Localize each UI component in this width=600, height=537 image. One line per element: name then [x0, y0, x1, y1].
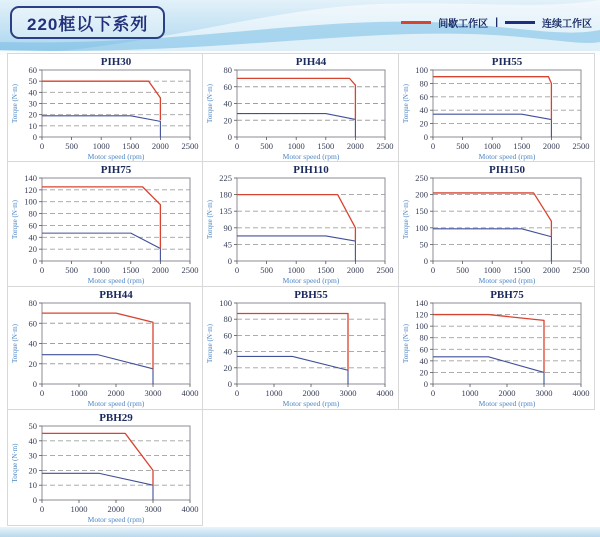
chart-cell-PIH44	[203, 53, 399, 162]
y-tick-label: 100	[219, 298, 232, 308]
y-tick-label: 140	[415, 298, 428, 308]
legend-separator: |	[495, 17, 498, 28]
y-tick-label: 40	[419, 105, 428, 116]
y-axis-label: Torque (N·m)	[11, 324, 19, 363]
x-tick-label: 2500	[572, 265, 590, 275]
chart-cell-PBH75	[399, 287, 595, 410]
chart-cell-PIH75	[7, 162, 203, 287]
x-tick-label: 1000	[483, 265, 501, 275]
plot-frame	[42, 426, 190, 500]
x-tick-label: 1500	[513, 265, 531, 275]
series-line-continuous	[433, 229, 551, 261]
y-tick-label: 20	[223, 362, 232, 373]
x-tick-label: 500	[65, 141, 78, 151]
chart-cell-PBH29	[7, 410, 203, 526]
legend	[401, 15, 592, 30]
chart-PBH55	[203, 287, 399, 410]
y-tick-label: 120	[24, 184, 37, 195]
chart-title: PIH150	[488, 164, 526, 176]
y-tick-label: 100	[24, 196, 37, 207]
x-axis-label: Motor speed (rpm)	[282, 152, 340, 161]
chart-title: PBH29	[99, 412, 133, 424]
y-tick-label: 150	[415, 206, 428, 217]
series-line-continuous	[237, 356, 348, 384]
plot-frame	[237, 178, 385, 261]
y-tick-label: 40	[223, 98, 232, 109]
y-tick-label: 225	[219, 173, 232, 183]
plot-frame	[433, 70, 581, 137]
x-tick-label: 4000	[376, 388, 394, 398]
chart-cell-PIH55	[399, 53, 595, 162]
y-tick-label: 40	[28, 87, 37, 98]
y-tick-label: 40	[28, 338, 37, 349]
y-tick-label: 200	[415, 189, 428, 200]
empty-cell	[399, 410, 595, 526]
x-tick-label: 3000	[339, 388, 357, 398]
chart-title: PIH30	[100, 56, 132, 68]
x-tick-label: 0	[39, 504, 45, 514]
plot-frame	[433, 178, 581, 261]
series-line-intermittent	[433, 193, 551, 237]
x-tick-label: 0	[234, 141, 240, 151]
y-tick-label: 0	[227, 379, 232, 389]
x-axis-label: Motor speed (rpm)	[478, 276, 536, 285]
continuous-zone-label: 连续工作区	[542, 19, 592, 30]
x-tick-label: 1000	[287, 265, 305, 275]
y-axis-label: Torque (N·m)	[402, 200, 410, 239]
y-tick-label: 120	[415, 309, 428, 320]
x-axis-label: Motor speed (rpm)	[282, 276, 340, 285]
x-tick-label: 1500	[122, 141, 140, 151]
y-tick-label: 40	[28, 435, 37, 446]
y-tick-label: 135	[219, 206, 232, 217]
y-axis-label: Torque (N·m)	[402, 324, 410, 363]
x-tick-label: 4000	[181, 504, 199, 514]
y-tick-label: 60	[28, 318, 37, 329]
y-tick-label: 60	[419, 344, 428, 355]
continuous-zone-line-swatch	[505, 21, 535, 24]
series-title: 220框以下系列	[27, 15, 149, 34]
series-line-continuous	[42, 355, 153, 384]
y-tick-label: 80	[419, 332, 428, 343]
x-axis-label: Motor speed (rpm)	[282, 399, 340, 408]
series-line-continuous	[237, 236, 355, 261]
x-tick-label: 2500	[376, 141, 394, 151]
x-tick-label: 500	[260, 141, 273, 151]
y-tick-label: 60	[419, 91, 428, 102]
chart-PIH30	[8, 54, 204, 163]
x-tick-label: 1000	[287, 141, 305, 151]
series-line-intermittent	[433, 315, 544, 373]
x-tick-label: 0	[39, 265, 45, 275]
x-tick-label: 1000	[92, 265, 110, 275]
x-tick-label: 2000	[498, 388, 516, 398]
x-tick-label: 2000	[346, 141, 364, 151]
y-tick-label: 30	[28, 98, 37, 109]
x-tick-label: 2500	[572, 141, 590, 151]
y-tick-label: 20	[28, 465, 37, 476]
y-tick-label: 90	[223, 222, 232, 233]
chart-title: PBH75	[490, 289, 524, 301]
x-tick-label: 500	[65, 265, 78, 275]
x-tick-label: 1000	[265, 388, 283, 398]
chart-PIH44	[203, 54, 399, 163]
x-tick-label: 0	[430, 388, 436, 398]
x-tick-label: 1500	[317, 141, 335, 151]
x-tick-label: 2500	[181, 141, 199, 151]
x-axis-label: Motor speed (rpm)	[87, 515, 145, 524]
chart-PIH150	[399, 162, 595, 287]
y-tick-label: 250	[415, 173, 428, 183]
y-tick-label: 180	[219, 189, 232, 200]
chart-cell-PBH55	[203, 287, 399, 410]
x-tick-label: 3000	[535, 388, 553, 398]
chart-PIH75	[8, 162, 204, 287]
chart-cell-PIH110	[203, 162, 399, 287]
x-tick-label: 2000	[542, 141, 560, 151]
y-tick-label: 0	[227, 132, 232, 142]
intermittent-zone-line-swatch	[401, 21, 431, 24]
y-tick-label: 80	[419, 78, 428, 89]
chart-title: PIH75	[100, 164, 132, 176]
chart-PIH55	[399, 54, 595, 163]
x-tick-label: 1000	[483, 141, 501, 151]
y-axis-label: Torque (N·m)	[11, 84, 19, 123]
x-tick-label: 0	[39, 388, 45, 398]
x-tick-label: 2500	[181, 265, 199, 275]
y-tick-label: 40	[28, 232, 37, 243]
empty-cell	[203, 410, 399, 526]
y-axis-label: Torque (N·m)	[206, 200, 214, 239]
chart-PBH29	[8, 410, 204, 526]
x-tick-label: 500	[260, 265, 273, 275]
series-title-box	[10, 6, 165, 39]
y-tick-label: 0	[423, 132, 428, 142]
y-tick-label: 0	[32, 379, 37, 389]
chart-title: PIH55	[491, 56, 523, 68]
chart-PIH110	[203, 162, 399, 287]
y-tick-label: 0	[32, 132, 37, 142]
series-line-continuous	[42, 473, 153, 500]
x-tick-label: 1000	[70, 504, 88, 514]
x-tick-label: 1000	[461, 388, 479, 398]
y-axis-label: Torque (N·m)	[11, 200, 19, 239]
y-axis-label: Torque (N·m)	[206, 84, 214, 123]
x-axis-label: Motor speed (rpm)	[87, 276, 145, 285]
chart-cell-PIH150	[399, 162, 595, 287]
x-tick-label: 4000	[181, 388, 199, 398]
y-tick-label: 20	[28, 109, 37, 120]
y-axis-label: Torque (N·m)	[402, 84, 410, 123]
bottom-decorative-strip	[0, 527, 600, 537]
x-tick-label: 0	[39, 141, 45, 151]
y-tick-label: 60	[28, 220, 37, 231]
y-tick-label: 0	[423, 379, 428, 389]
chart-PBH75	[399, 287, 595, 410]
y-tick-label: 40	[419, 355, 428, 366]
chart-title: PBH44	[99, 289, 133, 301]
x-tick-label: 2000	[346, 265, 364, 275]
y-axis-label: Torque (N·m)	[11, 443, 19, 483]
chart-cell-PBH44	[7, 287, 203, 410]
y-tick-label: 10	[28, 480, 37, 491]
x-tick-label: 500	[456, 265, 469, 275]
y-tick-label: 0	[32, 256, 37, 266]
x-tick-label: 2000	[107, 504, 125, 514]
y-tick-label: 20	[419, 118, 428, 129]
y-tick-label: 140	[24, 173, 37, 183]
series-line-continuous	[237, 114, 355, 137]
x-tick-label: 2000	[542, 265, 560, 275]
chart-title: PIH110	[293, 164, 329, 176]
y-tick-label: 50	[419, 239, 428, 250]
x-tick-label: 2500	[376, 265, 394, 275]
y-tick-label: 60	[223, 81, 232, 92]
y-tick-label: 20	[223, 115, 232, 126]
y-tick-label: 10	[28, 120, 37, 131]
chart-title: PIH44	[295, 56, 327, 68]
y-axis-label: Torque (N·m)	[206, 324, 214, 363]
chart-cell-PIH30	[7, 53, 203, 162]
y-tick-label: 60	[28, 65, 37, 75]
y-tick-label: 80	[28, 208, 37, 219]
y-tick-label: 50	[28, 421, 37, 431]
x-tick-label: 0	[234, 265, 240, 275]
y-tick-label: 30	[28, 450, 37, 461]
plot-frame	[237, 303, 385, 384]
x-tick-label: 1500	[513, 141, 531, 151]
x-tick-label: 1500	[317, 265, 335, 275]
x-axis-label: Motor speed (rpm)	[478, 399, 536, 408]
x-tick-label: 1500	[122, 265, 140, 275]
x-tick-label: 0	[430, 265, 436, 275]
x-tick-label: 3000	[144, 504, 162, 514]
x-tick-label: 1000	[92, 141, 110, 151]
y-tick-label: 40	[223, 346, 232, 357]
y-tick-label: 100	[415, 222, 428, 233]
series-line-intermittent	[42, 313, 153, 369]
y-tick-label: 20	[419, 367, 428, 378]
chart-title: PBH55	[294, 289, 328, 301]
x-tick-label: 3000	[144, 388, 162, 398]
y-tick-label: 80	[223, 65, 232, 75]
y-tick-label: 100	[415, 321, 428, 332]
x-tick-label: 0	[430, 141, 436, 151]
series-line-intermittent	[237, 195, 355, 241]
chart-PBH44	[8, 287, 204, 410]
x-tick-label: 0	[234, 388, 240, 398]
x-tick-label: 2000	[151, 265, 169, 275]
series-line-continuous	[42, 116, 160, 137]
y-tick-label: 0	[32, 495, 37, 505]
plot-frame	[42, 178, 190, 261]
y-tick-label: 0	[423, 256, 428, 266]
x-tick-label: 2000	[302, 388, 320, 398]
y-tick-label: 100	[415, 65, 428, 75]
y-tick-label: 0	[227, 256, 232, 266]
y-tick-label: 80	[28, 298, 37, 308]
x-tick-label: 500	[456, 141, 469, 151]
x-tick-label: 4000	[572, 388, 590, 398]
x-tick-label: 1000	[70, 388, 88, 398]
y-tick-label: 45	[223, 239, 232, 250]
charts-grid	[7, 53, 595, 526]
intermittent-zone-label: 间歇工作区	[438, 19, 489, 30]
x-axis-label: Motor speed (rpm)	[87, 399, 145, 408]
y-tick-label: 60	[223, 330, 232, 341]
x-axis-label: Motor speed (rpm)	[478, 152, 536, 161]
x-tick-label: 2000	[107, 388, 125, 398]
y-tick-label: 50	[28, 76, 37, 87]
x-tick-label: 2000	[151, 141, 169, 151]
series-line-continuous	[433, 114, 551, 137]
y-tick-label: 20	[28, 358, 37, 369]
y-tick-label: 80	[223, 314, 232, 325]
y-tick-label: 20	[28, 244, 37, 255]
series-line-intermittent	[237, 314, 348, 371]
x-axis-label: Motor speed (rpm)	[87, 152, 145, 161]
